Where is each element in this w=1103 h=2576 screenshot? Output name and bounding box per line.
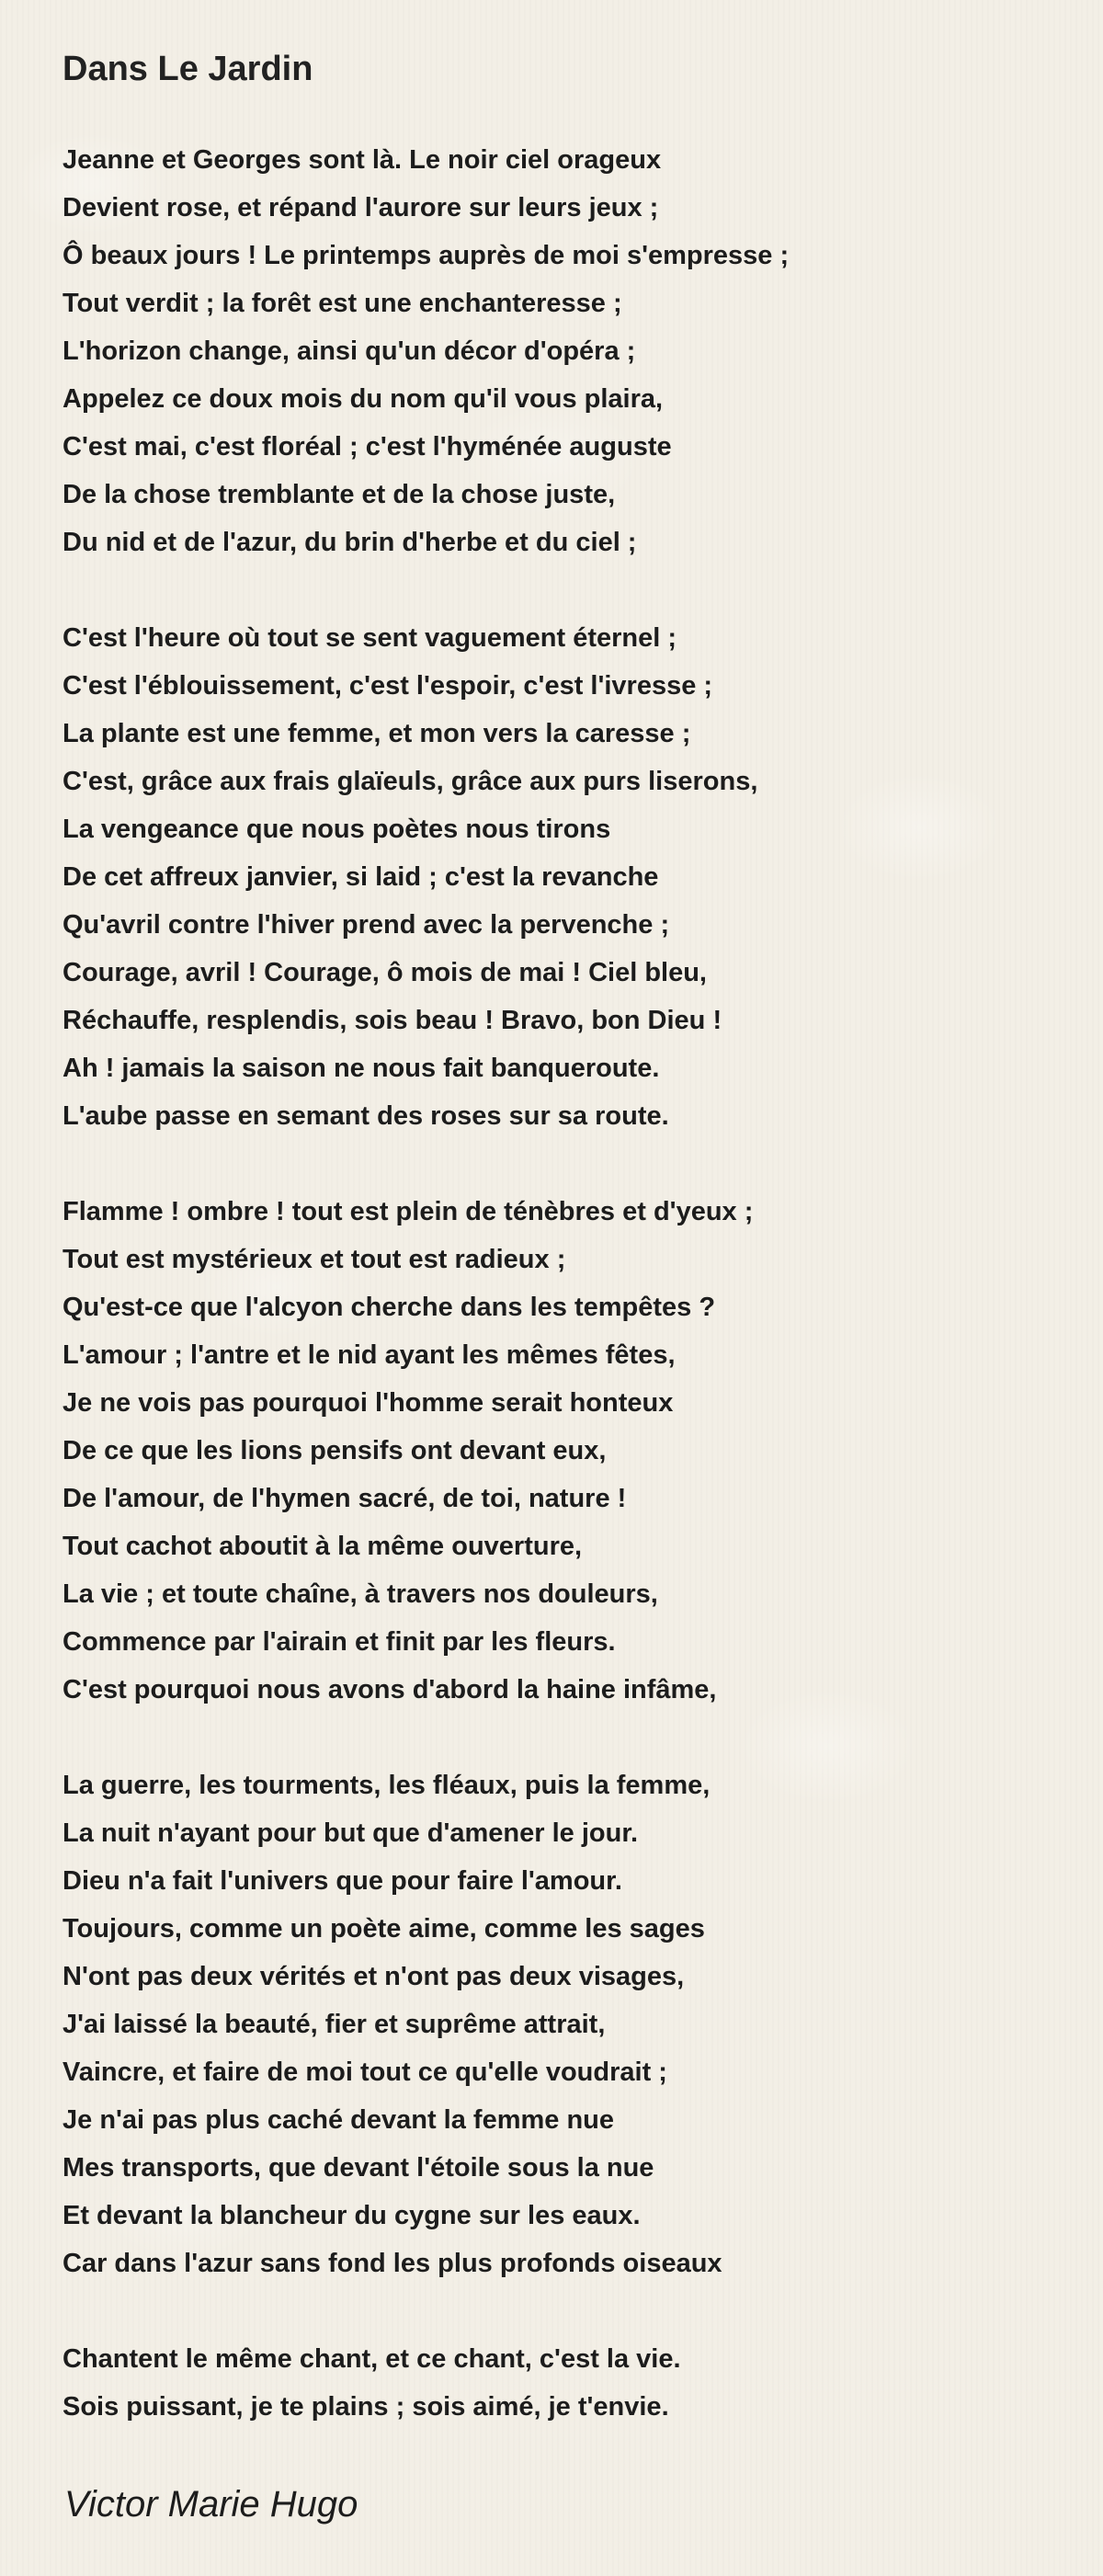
poem-line: Qu'est-ce que l'alcyon cherche dans les tempêtes ? [63, 1293, 716, 1322]
poem-stanza [63, 1761, 1055, 2287]
poem-line: Jeanne et Georges sont là. Le noir ciel orageux [63, 145, 662, 175]
poem-line: C'est pourquoi nous avons d'abord la haine infâme, [63, 1675, 717, 1704]
poem-line: Flamme ! ombre ! tout est plein de ténèbres et d'yeux ; [63, 1197, 754, 1226]
poem-title: Dans Le Jardin [63, 50, 313, 88]
poem-line: La vengeance que nous poètes nous tirons [63, 815, 611, 844]
poem-line: Car dans l'azur sans fond les plus profonds oiseaux [63, 2249, 722, 2278]
poem-line: N'ont pas deux vérités et n'ont pas deux visages, [63, 1962, 685, 1991]
poem-line: Vaincre, et faire de moi tout ce qu'elle voudrait ; [63, 2057, 667, 2087]
poem-line: Qu'avril contre l'hiver prend avec la pervenche ; [63, 910, 670, 940]
poem-stanza [63, 1188, 1055, 1714]
poem-line: Sois puissant, je te plains ; sois aimé, je t'envie. [63, 2392, 669, 2422]
poem-line: C'est mai, c'est floréal ; c'est l'hyménée auguste [63, 432, 672, 462]
poem-line: Je n'ai pas plus caché devant la femme nue [63, 2105, 615, 2135]
poem-stanza [63, 136, 1055, 566]
poem-line: L'aube passe en semant des roses sur sa route. [63, 1101, 669, 1131]
poem-line: La vie ; et toute chaîne, à travers nos douleurs, [63, 1579, 658, 1609]
poem-line: Ô beaux jours ! Le printemps auprès de moi s'empresse ; [63, 241, 790, 270]
poem-line: Commence par l'airain et finit par les fleurs. [63, 1627, 616, 1657]
poem-line: Réchauffe, resplendis, sois beau ! Bravo, bon Dieu ! [63, 1006, 722, 1035]
poem-line: Tout cachot aboutit à la même ouverture, [63, 1532, 583, 1561]
poem-line: La nuit n'ayant pour but que d'amener le jour. [63, 1818, 639, 1848]
poem-line: Je ne vois pas pourquoi l'homme serait honteux [63, 1388, 674, 1418]
poem-line: La plante est une femme, et mon vers la caresse ; [63, 719, 691, 748]
poem-line: Courage, avril ! Courage, ô mois de mai ! Ciel bleu, [63, 958, 707, 987]
poem-line: C'est l'éblouissement, c'est l'espoir, c'est l'ivresse ; [63, 671, 713, 701]
poem-line: Tout verdit ; la forêt est une enchanteresse ; [63, 289, 622, 318]
poem-line: La guerre, les tourments, les fléaux, puis la femme, [63, 1771, 711, 1800]
poem-line: De cet affreux janvier, si laid ; c'est la revanche [63, 862, 659, 892]
poem-line: Tout est mystérieux et tout est radieux ; [63, 1245, 566, 1274]
poem-line: Devient rose, et répand l'aurore sur leurs jeux ; [63, 193, 659, 222]
poem-body [63, 136, 1055, 2431]
poem-stanza [63, 614, 1055, 1140]
poem-author: Victor Marie Hugo [64, 2484, 358, 2525]
poem-line: De ce que les lions pensifs ont devant eux, [63, 1436, 607, 1465]
poem-line: De la chose tremblante et de la chose juste, [63, 480, 616, 509]
poem-line: Du nid et de l'azur, du brin d'herbe et du ciel ; [63, 528, 637, 557]
poem-line: C'est, grâce aux frais glaïeuls, grâce aux purs liserons, [63, 767, 758, 796]
poem-line: Et devant la blancheur du cygne sur les eaux. [63, 2201, 641, 2230]
poem-line: C'est l'heure où tout se sent vaguement éternel ; [63, 623, 677, 653]
poem-line: Dieu n'a fait l'univers que pour faire l'amour. [63, 1866, 622, 1896]
poem-line: Chantent le même chant, et ce chant, c'est la vie. [63, 2344, 681, 2374]
poem-line: J'ai laissé la beauté, fier et suprême attrait, [63, 2010, 606, 2039]
poem-line: De l'amour, de l'hymen sacré, de toi, nature ! [63, 1484, 627, 1513]
poem-line: L'horizon change, ainsi qu'un décor d'opéra ; [63, 336, 636, 366]
poem-line: L'amour ; l'antre et le nid ayant les mêmes fêtes, [63, 1340, 676, 1370]
poem-line: Appelez ce doux mois du nom qu'il vous plaira, [63, 384, 664, 414]
poem-line: Toujours, comme un poète aime, comme les sages [63, 1914, 705, 1943]
poem-line: Ah ! jamais la saison ne nous fait banqueroute. [63, 1054, 660, 1083]
poem-line: Mes transports, que devant l'étoile sous la nue [63, 2153, 654, 2183]
poem-stanza [63, 2335, 1055, 2431]
